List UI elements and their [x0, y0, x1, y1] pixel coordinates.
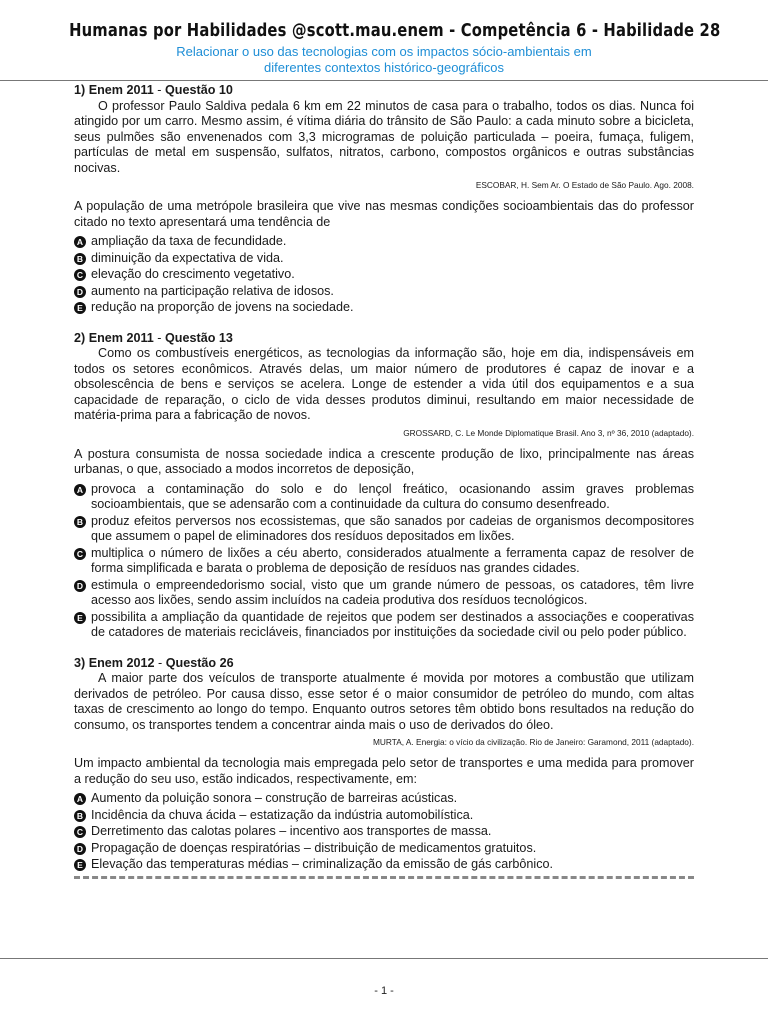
- question-separator: -: [153, 83, 166, 97]
- option-text: diminuição da expectativa de vida.: [91, 250, 284, 265]
- page-number: - 1 -: [374, 985, 394, 997]
- option-letter-badge: E: [74, 612, 86, 624]
- question-number: 3) Enem 2012: [74, 655, 155, 670]
- question-1: [74, 83, 694, 316]
- subtitle-line-2: diferentes contextos histórico-geográficos: [264, 60, 504, 75]
- question-heading: [74, 331, 694, 347]
- option-letter-badge: A: [74, 484, 86, 496]
- option-letter-badge: E: [74, 302, 86, 314]
- question-3: [74, 656, 694, 873]
- question-label: Questão 13: [165, 330, 233, 345]
- question-separator: -: [154, 655, 166, 670]
- option-d[interactable]: [74, 841, 694, 857]
- option-letter-badge: C: [74, 548, 86, 560]
- option-letter-badge: A: [74, 793, 86, 805]
- option-text: possibilita a ampliação da quantidade de rejeitos que podem ser destinados a associações e cooperativas de catadores de materiais recicláveis, financiados por instituições da sociedade civil ou pelo poder público.: [91, 609, 694, 639]
- subtitle-line-1: Relacionar o uso das tecnologias com os impactos sócio-ambientais em: [176, 44, 592, 59]
- option-b[interactable]: [74, 251, 694, 267]
- option-letter-badge: E: [74, 859, 86, 871]
- option-c[interactable]: [74, 267, 694, 283]
- question-prompt: A postura consumista de nossa sociedade indica a crescente produção de lixo, principalmente nas áreas urbanas, o que, associado a modos incorretos de deposição,: [74, 446, 694, 476]
- option-text: Incidência da chuva ácida – estatização da indústria automobilística.: [91, 807, 474, 822]
- option-b[interactable]: [74, 514, 694, 545]
- options-list: [74, 791, 694, 873]
- option-letter-badge: B: [74, 253, 86, 265]
- option-letter-badge: B: [74, 516, 86, 528]
- option-text: Aumento da poluição sonora – construção de barreiras acústicas.: [91, 791, 458, 805]
- option-letter-badge: D: [74, 843, 86, 855]
- questions-container: [74, 82, 694, 888]
- section-dashed-divider: [74, 876, 694, 879]
- question-text: O professor Paulo Saldiva pedala 6 km em 22 minutos de casa para o trabalho, todos os dias. Nunca foi atingido por um carro. Mesmo assim, é vítima diária do trânsito de São Paulo: a cada minuto sobre a bicicleta, seus pulmões são envenenados com 3,3 microgramas de poluição particulada – poeira, fumaça, fuligem, partículas de metal em suspensão, sulfatos, nitratos, carbono, compostos orgânicos e outras substâncias nocivas.: [74, 98, 694, 175]
- question-label: Questão 26: [165, 655, 234, 670]
- question-prompt: A população de uma metrópole brasileira que vive nas mesmas condições socioambientais das do professor citado no texto apresentará uma tendência de: [74, 199, 694, 229]
- page-title: Humanas por Habilidades @scott.mau.enem - Competência 6 - Habilidade 28: [69, 20, 721, 41]
- option-a[interactable]: [74, 791, 694, 807]
- question-heading: [74, 656, 694, 672]
- option-letter-badge: B: [74, 810, 86, 822]
- question-citation: ESCOBAR, H. Sem Ar. O Estado de São Paulo. Ago. 2008.: [475, 180, 694, 190]
- question-text: A maior parte dos veículos de transporte atualmente é movida por motores a combustão que utilizam derivados de petróleo. Por causa disso, esse setor é o maior consumidor de petróleo do mundo, com altas taxas de crescimento ao longo do tempo. Enquanto outros setores têm obtido bons resultados na redução do consumo, os transportes tendem a concentrar ainda mais o uso de derivados do óleo.: [74, 671, 694, 732]
- option-text: Elevação das temperaturas médias – criminalização da emissão de gás carbônico.: [91, 857, 554, 871]
- option-text: multiplica o número de lixões a céu aberto, considerados atualmente a ferramenta capaz de resolver de forma simplificada e barata o problema de deposição de resíduos nas grandes cidades.: [91, 545, 694, 575]
- option-text: produz efeitos perversos nos ecossistemas, que são sanados por cadeias de organismos decompositores que assumem o papel de eliminadores dos resíduos depositados em lixões.: [91, 513, 694, 543]
- option-letter-badge: C: [74, 269, 86, 281]
- option-text: ampliação da taxa de fecundidade.: [91, 234, 287, 248]
- option-d[interactable]: [74, 578, 694, 609]
- question-text: Como os combustíveis energéticos, as tecnologias da informação são, hoje em dia, indispensáveis em todos os setores econômicos. Através delas, um maior número de produtores é capaz de inovar e a obsolescência de bens e serviços se acelera. Longe de estender a vida útil dos equipamentos e a sua capacidade de reparação, o ciclo de vida desses produtos diminui, resultando em maior necessidade de matéria-prima para a fabricação de novos.: [74, 346, 694, 422]
- option-letter-badge: A: [74, 236, 86, 248]
- page-subtitle: [0, 44, 768, 76]
- question-number: 1) Enem 2011: [74, 83, 154, 97]
- option-text: provoca a contaminação do solo e do lençol freático, ocasionando assim graves problemas socioambientais, que se adensarão com a continuidade da cultura do consumo desenfreado.: [91, 481, 694, 511]
- question-heading: [74, 83, 694, 99]
- option-letter-badge: C: [74, 826, 86, 838]
- option-a[interactable]: [74, 234, 694, 250]
- option-e[interactable]: [74, 300, 694, 316]
- option-text: elevação do crescimento vegetativo.: [91, 267, 295, 281]
- question-separator: -: [153, 330, 166, 345]
- option-c[interactable]: [74, 824, 694, 840]
- question-citation: MURTA, A. Energia: o vício da civilização. Rio de Janeiro: Garamond, 2011 (adaptado).: [373, 737, 694, 747]
- question-2: [74, 331, 694, 641]
- option-text: estimula o empreendedorismo social, visto que um grande número de pessoas, os catadores, têm livre acesso aos lixões, sendo assim incluídos na cadeia produtiva dos resíduos tecnológicos.: [91, 577, 694, 607]
- option-a[interactable]: [74, 482, 694, 513]
- options-list: [74, 482, 694, 641]
- option-c[interactable]: [74, 546, 694, 577]
- option-text: aumento na participação relativa de idosos.: [91, 283, 334, 298]
- header-divider: [0, 80, 768, 81]
- option-d[interactable]: [74, 284, 694, 300]
- option-letter-badge: D: [74, 580, 86, 592]
- question-prompt: Um impacto ambiental da tecnologia mais empregada pelo setor de transportes e uma medida para promover a redução do seu uso, estão indicados, respectivamente, em:: [74, 756, 694, 786]
- option-e[interactable]: [74, 610, 694, 641]
- footer-divider: [0, 958, 768, 959]
- question-label: Questão 10: [165, 83, 233, 97]
- option-e[interactable]: [74, 857, 694, 873]
- question-number: 2) Enem 2011: [74, 330, 154, 345]
- option-b[interactable]: [74, 808, 694, 824]
- option-text: redução na proporção de jovens na sociedade.: [91, 300, 354, 314]
- option-text: Derretimento das calotas polares – incentivo aos transportes de massa.: [91, 824, 492, 838]
- options-list: [74, 234, 694, 316]
- option-letter-badge: D: [74, 286, 86, 298]
- question-citation: GROSSARD, C. Le Monde Diplomatique Brasil. Ano 3, nº 36, 2010 (adaptado).: [403, 427, 694, 438]
- option-text: Propagação de doenças respiratórias – distribuição de medicamentos gratuitos.: [91, 840, 537, 855]
